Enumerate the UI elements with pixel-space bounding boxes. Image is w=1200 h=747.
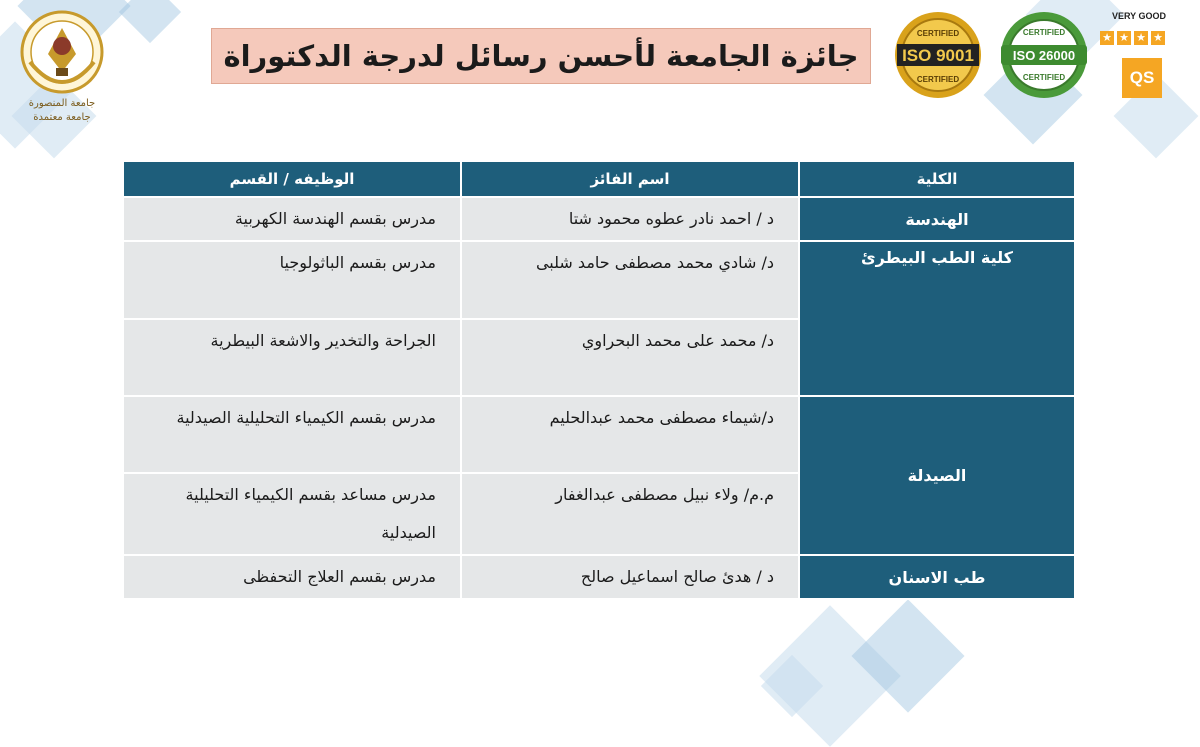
table-row <box>123 555 1075 599</box>
winner-cell: د/شيماء مصطفى محمد عبدالحليم <box>461 396 799 473</box>
winner-cell: م.م/ ولاء نبيل مصطفى عبدالغفار <box>461 473 799 555</box>
iso-9001-top: CERTIFIED <box>916 29 960 38</box>
iso-26000-bottom: CERTIFIED <box>1022 73 1066 82</box>
winner-cell: د/ شادي محمد مصطفى حامد شلبى <box>461 241 799 319</box>
winner-cell: د / احمد نادر عطوه محمود شتا <box>461 197 799 241</box>
qs-logo: QS <box>1122 58 1162 98</box>
job-cell: الجراحة والتخدير والاشعة البيطرية <box>123 319 461 396</box>
job-cell: مدرس بقسم العلاج التحفظى <box>123 555 461 599</box>
iso-26000-badge <box>998 10 1090 104</box>
qs-stars <box>1100 31 1165 45</box>
winner-cell: د / هدئ صالح اسماعيل صالح <box>461 555 799 599</box>
iso-9001-bottom: CERTIFIED <box>916 75 960 84</box>
university-logo <box>12 6 112 124</box>
star-icon: ★ <box>1134 31 1148 45</box>
page-title: جائزة الجامعة لأحسن رسائل لدرجة الدكتوراة <box>223 39 859 73</box>
logo-ring-text: جامعة المنصورة <box>28 98 96 109</box>
iso-26000-top: CERTIFIED <box>1022 28 1066 37</box>
table-row <box>123 197 1075 241</box>
awards-table <box>124 160 1076 600</box>
header-college: الكلية <box>799 161 1075 197</box>
logo-caption: جامعة معتمدة <box>33 112 91 123</box>
college-cell: الهندسة <box>799 197 1075 241</box>
star-icon: ★ <box>1100 31 1114 45</box>
job-cell: مدرس مساعد بقسم الكيمياء التحليلية الصيدلية <box>123 473 461 555</box>
star-icon: ★ <box>1117 31 1131 45</box>
table-row <box>123 396 1075 473</box>
iso-9001-badge <box>893 10 983 104</box>
table-row <box>123 241 1075 319</box>
college-cell: الصيدلة <box>799 396 1075 555</box>
page-title-banner <box>211 28 871 84</box>
star-icon: ★ <box>1151 31 1165 45</box>
job-cell: مدرس بقسم الباثولوجيا <box>123 241 461 319</box>
decor-diamond-top-mid <box>119 0 181 43</box>
winner-cell: د/ محمد على محمد البحراوي <box>461 319 799 396</box>
qs-rating-label: VERY GOOD <box>1112 11 1167 21</box>
header-winner: اسم الفائز <box>461 161 799 197</box>
iso-26000-main: ISO 26000 <box>1012 48 1076 63</box>
job-cell: مدرس بقسم الكيمياء التحليلية الصيدلية <box>123 396 461 473</box>
college-cell: طب الاسنان <box>799 555 1075 599</box>
header-job: الوظيفه / القسم <box>123 161 461 197</box>
job-cell: مدرس بقسم الهندسة الكهربية <box>123 197 461 241</box>
iso-9001-main: ISO 9001 <box>902 46 974 65</box>
table-header-row <box>123 161 1075 197</box>
college-cell: كلية الطب البيطرئ <box>799 241 1075 396</box>
